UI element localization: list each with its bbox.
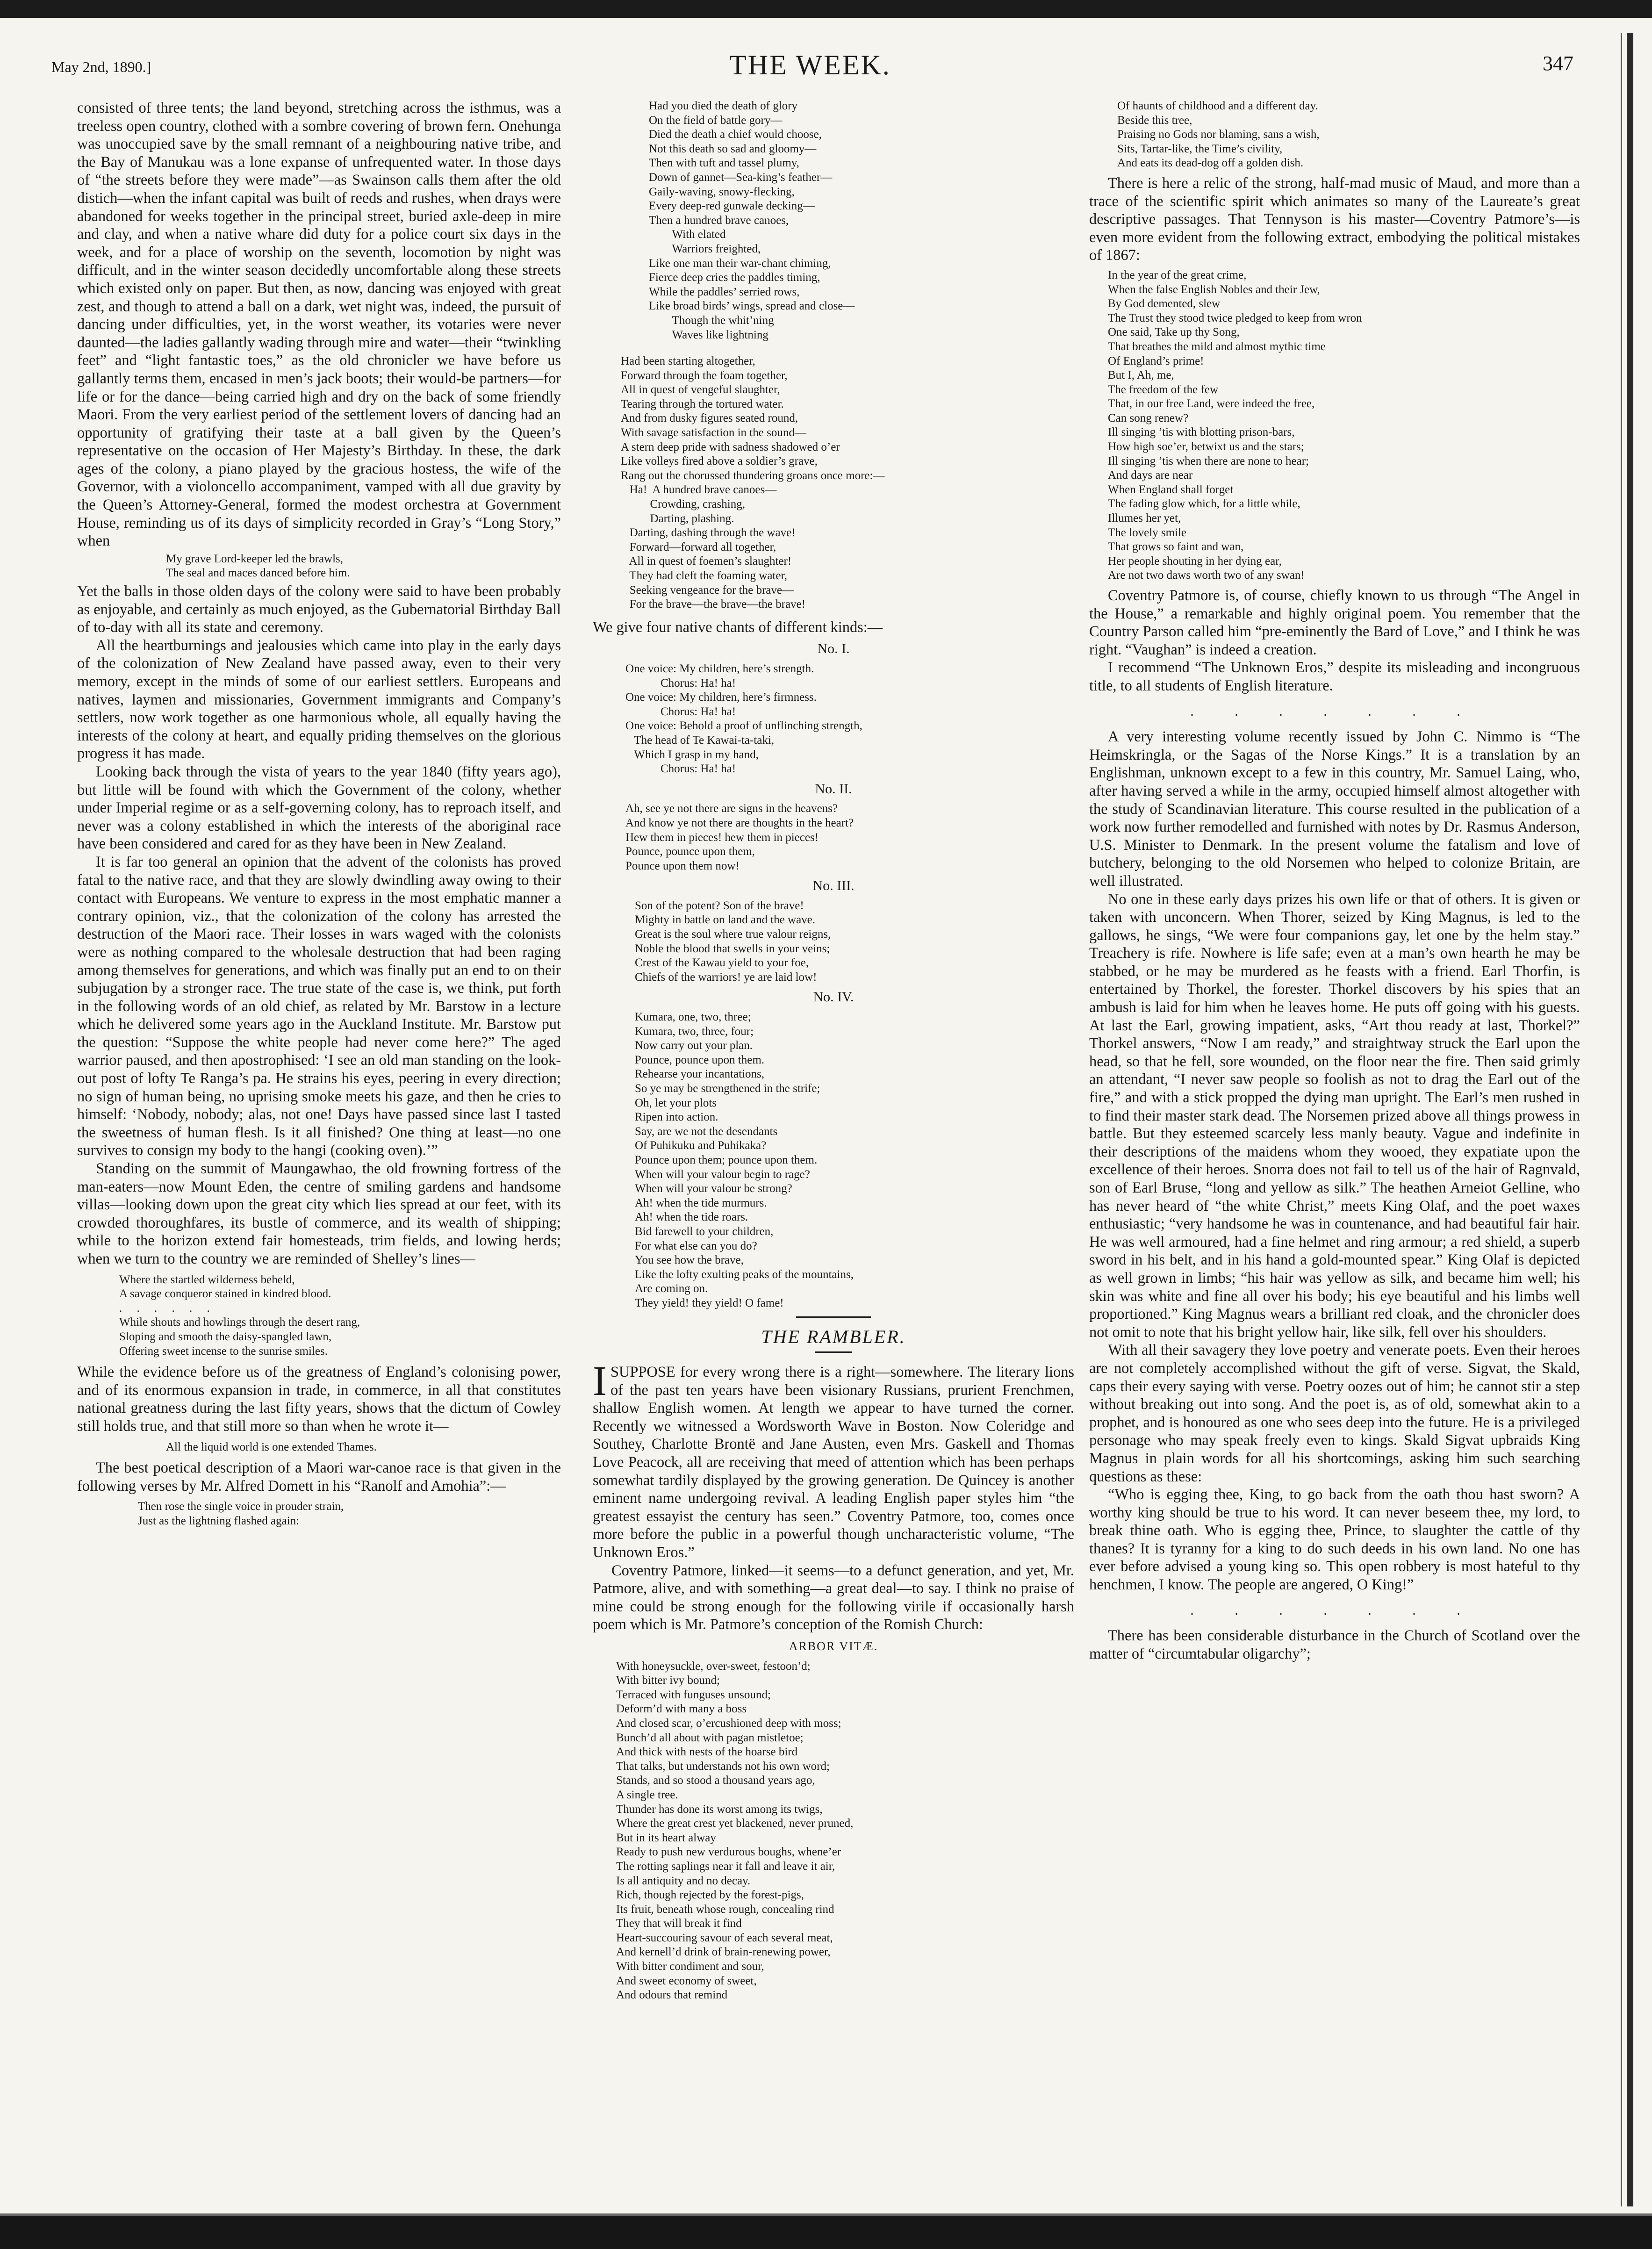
verse-line: They had cleft the foaming water, (621, 569, 788, 582)
paragraph-text: SUPPOSE for every wrong there is a right—somewhere. The literary lions of the past ten years have been visionary Russians, prurient Frenchmen, shallow English women. At length we appear to have turned the corner. Recently we witnessed a Wordsworth Wave in Boston. Now Coleridge and Southey, Charlotte Brontë and Jane Austen, even Mrs. Gaskell and Thomas Love Peacock, all are receiving that meed of attention which has been perhaps somewhat tardily displayed by the growing generation. De Quincey is another eminent name undergoing revival. A leading English paper styles him “the greatest essayist the century has seen.” Coventry Patmore, too, comes once more before the public in a powerful though uncharacteristic volume, “The Unknown Eros.” (593, 1364, 1074, 1561)
verse-line: And know ye not there are thoughts in the heart? (625, 816, 854, 829)
verse-line: Like broad birds’ wings, spread and close— (649, 300, 855, 313)
chant-4 (593, 1010, 1074, 1310)
verse-line: By God demented, slew (1108, 297, 1221, 310)
verse-line: Bunch’d all about with pagan mistletoe; (616, 1731, 804, 1744)
paragraph: A very interesting volume recently issued by John C. Nimmo is “The Heimskringla, or the Sagas of the Norse Kings.” It is a translation by an Englishman, unknown except to a few in this country, Mr. Samuel Laing, who, after having served a while in the army, occupied himself almost altogether with the study of Scandinavian literature. This course resulted in the publication of a work now further remodelled and furnished with notes by Dr. Rasmus Anderson, U.S. Minister to Denmark. In the present volume the fatalism and love of butchery, belonging to the old Norsemen who helped to colonize Britain, are well illustrated. (1089, 728, 1580, 890)
paragraph: There is here a relic of the strong, half-mad music of Maud, and more than a trace of the scientific spirit which animates so many of the Laureate’s great descriptive passages. That Tennyson is his master—Coventry Patmore’s—is even more evident from the following extract, embodying the political mistakes of 1867: (1089, 174, 1580, 264)
verse-line: The lovely smile (1108, 526, 1187, 539)
verse-line: When will your valour be strong? (635, 1182, 792, 1195)
verse-line: And sweet economy of sweet, (616, 1974, 757, 1987)
verse-line: Chorus: Ha! ha! (625, 676, 736, 690)
chant-number: No. I. (817, 641, 850, 657)
verse-line: Darting, plashing. (621, 512, 734, 525)
section-rule (796, 1316, 871, 1318)
verse-line: Like one man their war-chant chiming, (649, 257, 831, 270)
verse-line: Seeking vengeance for the brave— (621, 583, 794, 596)
page-number: 347 (1543, 52, 1573, 75)
verse-line: And eats its dead-dog off a golden dish. (1117, 157, 1304, 170)
verse-line: Her people shouting in her dying ear, (1108, 554, 1282, 568)
chant-2 (593, 802, 1074, 873)
column-3 (1089, 99, 1580, 1663)
issue-date: May 2nd, 1890.] (51, 58, 151, 75)
verse-line: And thick with nests of the hoarse bird (616, 1746, 798, 1759)
verse-line: Hew them in pieces! hew them in pieces! (625, 831, 819, 844)
verse-line: Died the death a chief would choose, (649, 128, 822, 141)
verse-line: Rehearse your incantations, (635, 1068, 764, 1081)
verse-line: Not this death so sad and gloomy— (649, 142, 817, 155)
verse-cowley (77, 1440, 561, 1455)
binding-edge-line (1621, 33, 1622, 2206)
verse-line: Chorus: Ha! ha! (625, 705, 736, 718)
verse-line: Sloping and smooth the daisy-spangled lawn, (119, 1330, 332, 1343)
verse-line: Had been starting altogether, (621, 355, 755, 368)
verse-line: Crowding, crashing, (621, 498, 745, 511)
verse-line: Darting, dashing through the wave! (621, 526, 796, 539)
verse-line: Then a hundred brave canoes, (649, 214, 789, 227)
verse-line: Rang out the chorussed thundering groans once more:— (621, 469, 885, 482)
verse-line: Illumes her yet, (1108, 512, 1181, 525)
verse-line: You see how the brave, (635, 1254, 744, 1267)
chant-1 (593, 662, 1074, 776)
verse-line: Had you died the death of glory (649, 100, 797, 112)
verse-line: They yield! they yield! O fame! (635, 1296, 784, 1309)
verse-line: Forward—forward all together, (621, 540, 776, 553)
verse-line: With elated (649, 228, 726, 241)
verse-line: Of England’s prime! (1108, 354, 1204, 367)
verse-line: A single tree. (616, 1788, 678, 1801)
verse-line: A stern deep pride with sadness shadowed o’er (621, 440, 840, 453)
verse-line: Ripen into action. (635, 1111, 718, 1124)
verse-line: Chorus: Ha! ha! (625, 762, 736, 776)
chant-number: No. III. (812, 878, 855, 894)
verse-line: Ah! when the tide murmurs. (635, 1196, 767, 1209)
verse-line: Pounce, pounce upon them. (635, 1053, 765, 1066)
verse-line: The Trust they stood twice pledged to keep from wron (1108, 311, 1362, 324)
verse-line: Ha! A hundred brave canoes— (621, 483, 777, 496)
verse-line: Is all antiquity and no decay. (616, 1874, 751, 1887)
verse-line: One voice: My children, here’s firmness. (625, 691, 817, 704)
poem-1867 (1089, 268, 1580, 583)
verse-line: Though the whit’ning (649, 314, 774, 327)
column-1 (77, 99, 561, 1533)
verse-line: . . . . . . (119, 1301, 210, 1315)
verse-line: And kernell’d drink of brain-renewing power, (616, 1946, 831, 1959)
verse-line: And from dusky figures seated round, (621, 412, 798, 425)
verse-line: Forward through the foam together, (621, 369, 788, 382)
verse-line: They that will break it find (616, 1917, 742, 1930)
verse-line: When the false English Nobles and their Jew, (1108, 283, 1320, 296)
section-rule (815, 1351, 852, 1353)
verse-line: The rotting saplings near it fall and leave it air, (616, 1860, 835, 1873)
verse-line: Deform’d with many a boss (616, 1703, 747, 1716)
verse-line: Noble the blood that swells in your veins; (635, 942, 830, 955)
verse-line: Sits, Tartar-like, the Time’s civility, (1117, 142, 1283, 155)
verse-line: Pounce, pounce upon them, (625, 845, 755, 858)
chant-3 (593, 899, 1074, 985)
verse-line: In the year of the great crime, (1108, 268, 1247, 281)
verse-line: Where the startled wilderness beheld, (119, 1273, 295, 1286)
verse-shelley (77, 1273, 561, 1359)
verse-line: Ill singing ’tis when there are none to hear; (1108, 454, 1309, 467)
verse-line: Son of the potent? Son of the brave! (635, 899, 804, 912)
verse-line: But I, Ah, me, (1108, 369, 1174, 382)
verse-line: Mighty in battle on land and the wave. (635, 913, 816, 927)
paragraph: Standing on the summit of Maungawhao, the old frowning fortress of the man-eaters—now Mount Eden, the centre of smiling gardens and handsome villas—looking down upon the great city which lies spread at our feet, with its crowded thoroughfares, its bustle of commerce, and its wealth of shipping; while to the horizon extend fair homesteads, trim fields, and lowing herds; when we turn to the country we are reminded of Shelley’s lines— (77, 1160, 561, 1267)
verse-line: Stands, and so stood a thousand years ago, (616, 1774, 815, 1787)
paragraph: Looking back through the vista of years to the year 1840 (fifty years ago), but little will be found with which the Government of the colony, whether under Imperial regime or as a self-governing colony, has to reproach itself, and never was a colony established in which the interests of the aboriginal race have been considered and cared for as they have been in New Zealand. (77, 763, 561, 853)
verse-line: Crest of the Kawau yield to your foe, (635, 956, 809, 970)
verse-line: Fierce deep cries the paddles timing, (649, 271, 820, 284)
verse-line: But in its heart alway (616, 1831, 716, 1844)
paragraph: The best poetical description of a Maori war-canoe race is that given in the following verses by Mr. Alfred Domett in his “Ranolf and Amohia”:— (77, 1459, 561, 1495)
section-heading: THE RAMBLER. (761, 1326, 906, 1347)
poem-arbor-vitae (593, 1660, 1074, 2003)
verse-line: That breathes the mild and almost mythic time (1108, 340, 1326, 353)
verse-line: That grows so faint and wan, (1108, 540, 1244, 553)
paragraph: All the heartburnings and jealousies which came into play in the early days of the colonization of New Zealand have passed away, even to their very memory, except in the minds of some of our earliest settlers. Europeans and natives, laymen and missionaries, Government immigrants and Company’s settlers, now work together as one harmonious whole, all equally having the interests of the colony at heart, and equally priding themselves on the glorious progress it has made. (77, 637, 561, 762)
verse-line: And closed scar, o’ercushioned deep with moss; (616, 1717, 841, 1730)
verse-line: Ill singing ’tis with blotting prison-bars, (1108, 426, 1295, 439)
verse-line: While the paddles’ serried rows, (649, 285, 800, 298)
verse-line: Pounce upon them now! (625, 859, 740, 872)
verse-line: Are not two daws worth two of any swan! (1108, 569, 1305, 582)
chant-number: No. II. (815, 781, 852, 797)
verse-line: Waves like lightning (649, 328, 769, 341)
verse-line: Pounce upon them; pounce upon them. (635, 1153, 818, 1166)
verse-line: Its fruit, beneath whose rough, concealing rind (616, 1903, 834, 1916)
verse-gray (77, 552, 561, 581)
verse-line: Offering sweet incense to the sunrise smiles. (119, 1344, 328, 1358)
verse-canoe-b (593, 354, 1074, 612)
verse-canoe-a (593, 99, 1074, 342)
paragraph: Yet the balls in those olden days of the colony were said to have been probably as enjoyable, and certainly as much enjoyed, as the Gubernatorial Birthday Ball of to-day with all its state and ceremony. (77, 583, 561, 636)
verse-line: Praising no Gods nor blaming, sans a wish, (1117, 128, 1320, 141)
verse-line: One voice: Behold a proof of unflinching strength, (625, 719, 862, 733)
paragraph: While the evidence before us of the greatness of England’s colonising power, and of its enormous expansion in trade, in commerce, in all that constitutes national greatness during the last fifty years, shows that the dictum of Cowley still holds true, and that still more so than when he wrote it— (77, 1364, 561, 1435)
verse-line: The seal and maces danced before him. (166, 567, 350, 580)
paragraph (593, 1358, 1074, 1562)
verse-line: With honeysuckle, over-sweet, festoon’d; (616, 1660, 811, 1673)
verse-line: When England shall forget (1108, 483, 1234, 496)
paragraph: I recommend “The Unknown Eros,” despite its misleading and incongruous title, to all students of English literature. (1089, 659, 1580, 694)
paragraph: Coventry Patmore, linked—it seems—to a defunct generation, and yet, Mr. Patmore, alive, and with something—a great deal—to say. I think no praise of mine could be strong enough for the following virile if occasionally harsh poem which is Mr. Patmore’s conception of the Romish Church: (593, 1562, 1074, 1633)
drop-cap: I (593, 1358, 607, 1405)
verse-line: And days are near (1108, 469, 1193, 482)
verse-line: One voice: My children, here’s strength. (625, 662, 814, 675)
verse-line: Chiefs of the warriors! ye are laid low! (635, 970, 817, 984)
verse-line: All the liquid world is one extended Thames. (166, 1440, 377, 1453)
verse-line: Just as the lightning flashed again: (138, 1514, 300, 1527)
verse-line: All in quest of foemen’s slaughter! (621, 555, 792, 568)
verse-line: Now carry out your plan. (635, 1039, 753, 1052)
paragraph: consisted of three tents; the land beyond, stretching across the isthmus, was a treeless open country, clothed with a sombre covering of brown fern. Onehunga was unoccupied save by the small remnant of a neighbouring native tribe, and the Bay of Manukau was a lone expanse of unfrequented water. In those days of “the streets before they were made”—as Swainson calls them after the old distich—when the infant capital was built of reeds and rushes, when drays were abandoned for weeks together in the principal street, buried axle-deep in mire and clay, and when a native whare did duty for a police court six days in the week, and for a place of worship on the seventh, locomotion by night was difficult, and in the winter season decidedly uncomfortable along these streets which existed only on paper. But then, as now, dancing was enjoyed with great zest, and though to attend a ball on a dark, wet night was, indeed, the pursuit of dancing under difficulties, yet, in the worst weather, its votaries were never daunted—the ladies gallantly wading through mire and water—their “twinkling feet” and “light fantastic toes,” as the old chronicler we have before us gallantly terms them, encased in men’s jack boots; their would-be partners—for life or for the dance—being carried high and dry on the back of some friendly Maori. From the very earliest period of the settlement lovers of dancing had an opportunity of gratifying their taste at a ball given by the Queen’s representative on the occasion of Her Majesty’s Birthday. In these, the dark ages of the colony, a piano played by the gracious hostess, the wife of the Governor, with a violoncello accompaniment, vamped with all due gravity by the Queen’s Attorney-General, formed the modest orchestra at Government House, reminding us of its days of simplicity recorded in Gray’s “Long Story,” when (77, 100, 561, 550)
verse-line: And odours that remind (616, 1989, 728, 2002)
section-dots: . . . . . . . (1190, 1602, 1479, 1618)
paragraph: There has been considerable disturbance in the Church of Scotland over the matter of “circumtabular oligarchy”; (1089, 1627, 1580, 1662)
verse-line: Like the lofty exulting peaks of the mountains, (635, 1268, 854, 1281)
verse-line: For the brave—the brave—the brave! (621, 598, 805, 611)
verse-line: With bitter ivy bound; (616, 1674, 720, 1687)
verse-line: Can song renew? (1108, 411, 1189, 424)
verse-line: Of haunts of childhood and a different day. (1117, 100, 1318, 112)
verse-line: Every deep-red gunwale decking— (649, 200, 815, 213)
verse-line: Warriors freighted, (649, 242, 761, 255)
verse-line: Heart-succouring savour of each several meat, (616, 1931, 833, 1944)
verse-line: When will your valour begin to rage? (635, 1168, 810, 1181)
paragraph: We give four native chants of different kinds:— (593, 618, 883, 636)
verse-line: For what else can you do? (635, 1239, 757, 1252)
verse-line: Ah! when the tide roars. (635, 1211, 748, 1224)
verse-line: Which I grasp in my hand, (625, 748, 759, 761)
verse-line: So ye may be strengthened in the strife; (635, 1082, 820, 1095)
poem-arbor-vitae-end (1089, 99, 1580, 171)
verse-line: Beside this tree, (1117, 114, 1192, 127)
verse-line: One said, Take up thy Song, (1108, 326, 1240, 339)
verse-line: Then rose the single voice in prouder strain, (138, 1500, 344, 1513)
verse-line: Down of gannet—Sea-king’s feather— (649, 171, 833, 184)
top-dark-band (0, 0, 1652, 18)
paragraph: No one in these early days prizes his own life or that of others. It is given or taken with unconcern. When Thorer, seized by King Magnus, is led to the gallows, he sings, “We were four companions gay, let one by the helm stay.” Treachery is rife. Nowhere is life safe; even at a man’s own hearth he may be stabbed, or he may be murdered as he feasts with a friend. Earl Thorfin, is entertained by Thorkel, the forester. Thorkel discovers by his spies that an ambush is laid for him when he leaves home. He puts off going with his guests. At last the Earl, growing impatient, asks, “Art thou ready at last, Thorkel?” Thorkel answers, “Now I am ready,” and straightway struck the Earl upon the head, so that he fell, sore wounded, on the floor near the fire. Then said grimly an attendant, “I never saw people so foolish as not to drag the Earl out of the fire,” and with a stick propped the dying man upright. The Earl’s men rushed in to find their master stark dead. The Norsemen prized above all things prowess in battle. But they esteemed scarcely less manly beauty. Vague and indefinite in their descriptions of the maidens whom they wooed, they expatiate upon the excellence of their heroes. Snorra does not fail to tell us of the hair of Ragnvald, son of Earl Bruse, “long and yellow as silk.” The heathen Arneiot Gelline, who has never heard of “the white Christ,” meets King Olaf, and the poet waxes enthusiastic; “very handsome he was in countenance, and had beautiful fair hair. He was well armoured, had a fine helmet and ring armour; a red shield, a superb sword in his belt, and in his hand a gold-mounted spear.” King Olaf is depicted as well grown in limbs; “his hair was yellow as silk, and became him well; his skin was white and fine all over his body; his eye beautiful and his limbs well proportioned.” King Magnus wears a brilliant red cloak, and the chronicler does not omit to note that his bright yellow hair, like silk, fell over his shoulders. (1089, 891, 1580, 1341)
masthead-title: THE WEEK. (729, 50, 891, 80)
bottom-dark-band (0, 2216, 1652, 2249)
paragraph: Coventry Patmore is, of course, chiefly known to us through “The Angel in the House,” a remarkable and highly original poem. You remember that the Country Parson called him “pre-eminently the Bard of Love,” and I think he was right. “Vaughan” is indeed a creation. (1089, 587, 1580, 658)
verse-line: The freedom of the few (1108, 383, 1218, 396)
paragraph: “Who is egging thee, King, to go back from the oath thou hast sworn? A worthy king should be true to his word. It can never beseem thee, my lord, to break thine oath. Who is egging thee, Prince, to slaughter the cattle of thy thanes? It is tyranny for a king to do such deeds in his own land. No one has ever before advised a young king so. This open robbery is most hateful to thy henchmen, I know. The people are angered, O King!” (1089, 1486, 1580, 1594)
column-2 (593, 99, 1074, 2003)
verse-line: On the field of battle gory— (649, 114, 783, 127)
verse-line: Then with tuft and tassel plumy, (649, 157, 799, 170)
verse-line: Kumara, two, three, four; (635, 1025, 754, 1038)
verse-line: With bitter condiment and sour, (616, 1960, 764, 1973)
verse-line: Oh, let your plots (635, 1096, 717, 1109)
verse-line: Of Puhikuku and Puhikaka? (635, 1139, 767, 1152)
chant-number: No. IV. (813, 989, 854, 1005)
verse-line: That, in our free Land, were indeed the free, (1108, 397, 1315, 410)
verse-line: While shouts and howlings through the desert rang, (119, 1316, 360, 1329)
verse-line: Terraced with funguses unsound; (616, 1688, 771, 1701)
verse-line: Like volleys fired above a soldier’s grave, (621, 455, 818, 468)
verse-line: Where the great crest yet blackened, never pruned, (616, 1817, 854, 1830)
poem-title: ARBOR VITÆ. (789, 1639, 878, 1653)
verse-line: The fading glow which, for a little while, (1108, 497, 1300, 510)
verse-line: Thunder has done its worst among its twigs, (616, 1803, 823, 1816)
verse-line: Gaily-waving, snowy-flecking, (649, 185, 795, 198)
binding-edge (1627, 33, 1633, 2206)
verse-line: Say, are we not the desendants (635, 1125, 778, 1138)
verse-line: All in quest of vengeful slaughter, (621, 383, 780, 396)
verse-line: Tearing through the tortured water. (621, 397, 784, 410)
verse-line: With savage satisfaction in the sound— (621, 426, 806, 439)
verse-line: Rich, though rejected by the forest-pigs, (616, 1889, 804, 1902)
verse-line: Great is the soul where true valour reigns, (635, 928, 831, 941)
verse-line: Bid farewell to your children, (635, 1225, 774, 1238)
verse-domett (77, 1500, 561, 1528)
paragraph: With all their savagery they love poetry and venerate poets. Even their heroes are not completely accomplished without the gift of verse. Sigvat, the Skald, caps their every saying with verse. Poetry oozes out of him; he cannot stir a step without breaking out into song. And the poet is, as of old, somewhat akin to a prophet, and is honoured as one who sees deep into the future. He is a privileged personage who may speak freely even to kings. Skald Sigvat upbraids King Magnus in plain words for all his shortcomings, asking him such searching questions as these: (1089, 1342, 1580, 1485)
verse-line: How high soe’er, betwixt us and the stars; (1108, 440, 1304, 453)
section-dots: . . . . . . . (1190, 703, 1479, 719)
verse-line: My grave Lord-keeper led the brawls, (166, 552, 344, 565)
paragraph: It is far too general an opinion that the advent of the colonists has proved fatal to the native race, and that they are slowly dwindling away owing to their contact with Europeans. We venture to express in the most emphatic manner a contrary opinion, viz., that the colonization of the colony has arrested the destruction of the Maori race. Their losses in wars waged with the colonists were as nothing compared to the wholesale destruction that had been raging among themselves for generations, and which was finally put an end to on their subjugation by a stronger race. The true state of the case is, we think, put forth in the following words of an old chief, as related by Mr. Barstow in a lecture which he delivered some years ago in the Auckland Institute. Mr. Barstow put the question: “Suppose the white people had never come here?” The aged warrior paused, and then apostrophised: ‘I see an old man standing on the look-out post of lofty Te Ranga’s pa. He strains his eyes, peering in every direction; no sign of human being, no uprising smoke meets his gaze, and then he cries to himself: ‘Nobody, nobody; alas, not one! Days have passed since last I tasted the sweetness of human flesh. Is it all finished? One thing at least—no one survives to consign my body to the hangi (cooking oven).’” (77, 853, 561, 1159)
verse-line: Ready to push new verdurous boughs, whene’er (616, 1846, 841, 1859)
verse-line: The head of Te Kawai-ta-taki, (625, 733, 775, 747)
verse-line: Kumara, one, two, three; (635, 1011, 751, 1024)
verse-line: Are coming on. (635, 1282, 708, 1295)
verse-line: A savage conqueror stained in kindred blood. (119, 1287, 331, 1301)
verse-line: That talks, but understands not his own word; (616, 1760, 830, 1773)
verse-line: Ah, see ye not there are signs in the heavens? (625, 802, 838, 815)
